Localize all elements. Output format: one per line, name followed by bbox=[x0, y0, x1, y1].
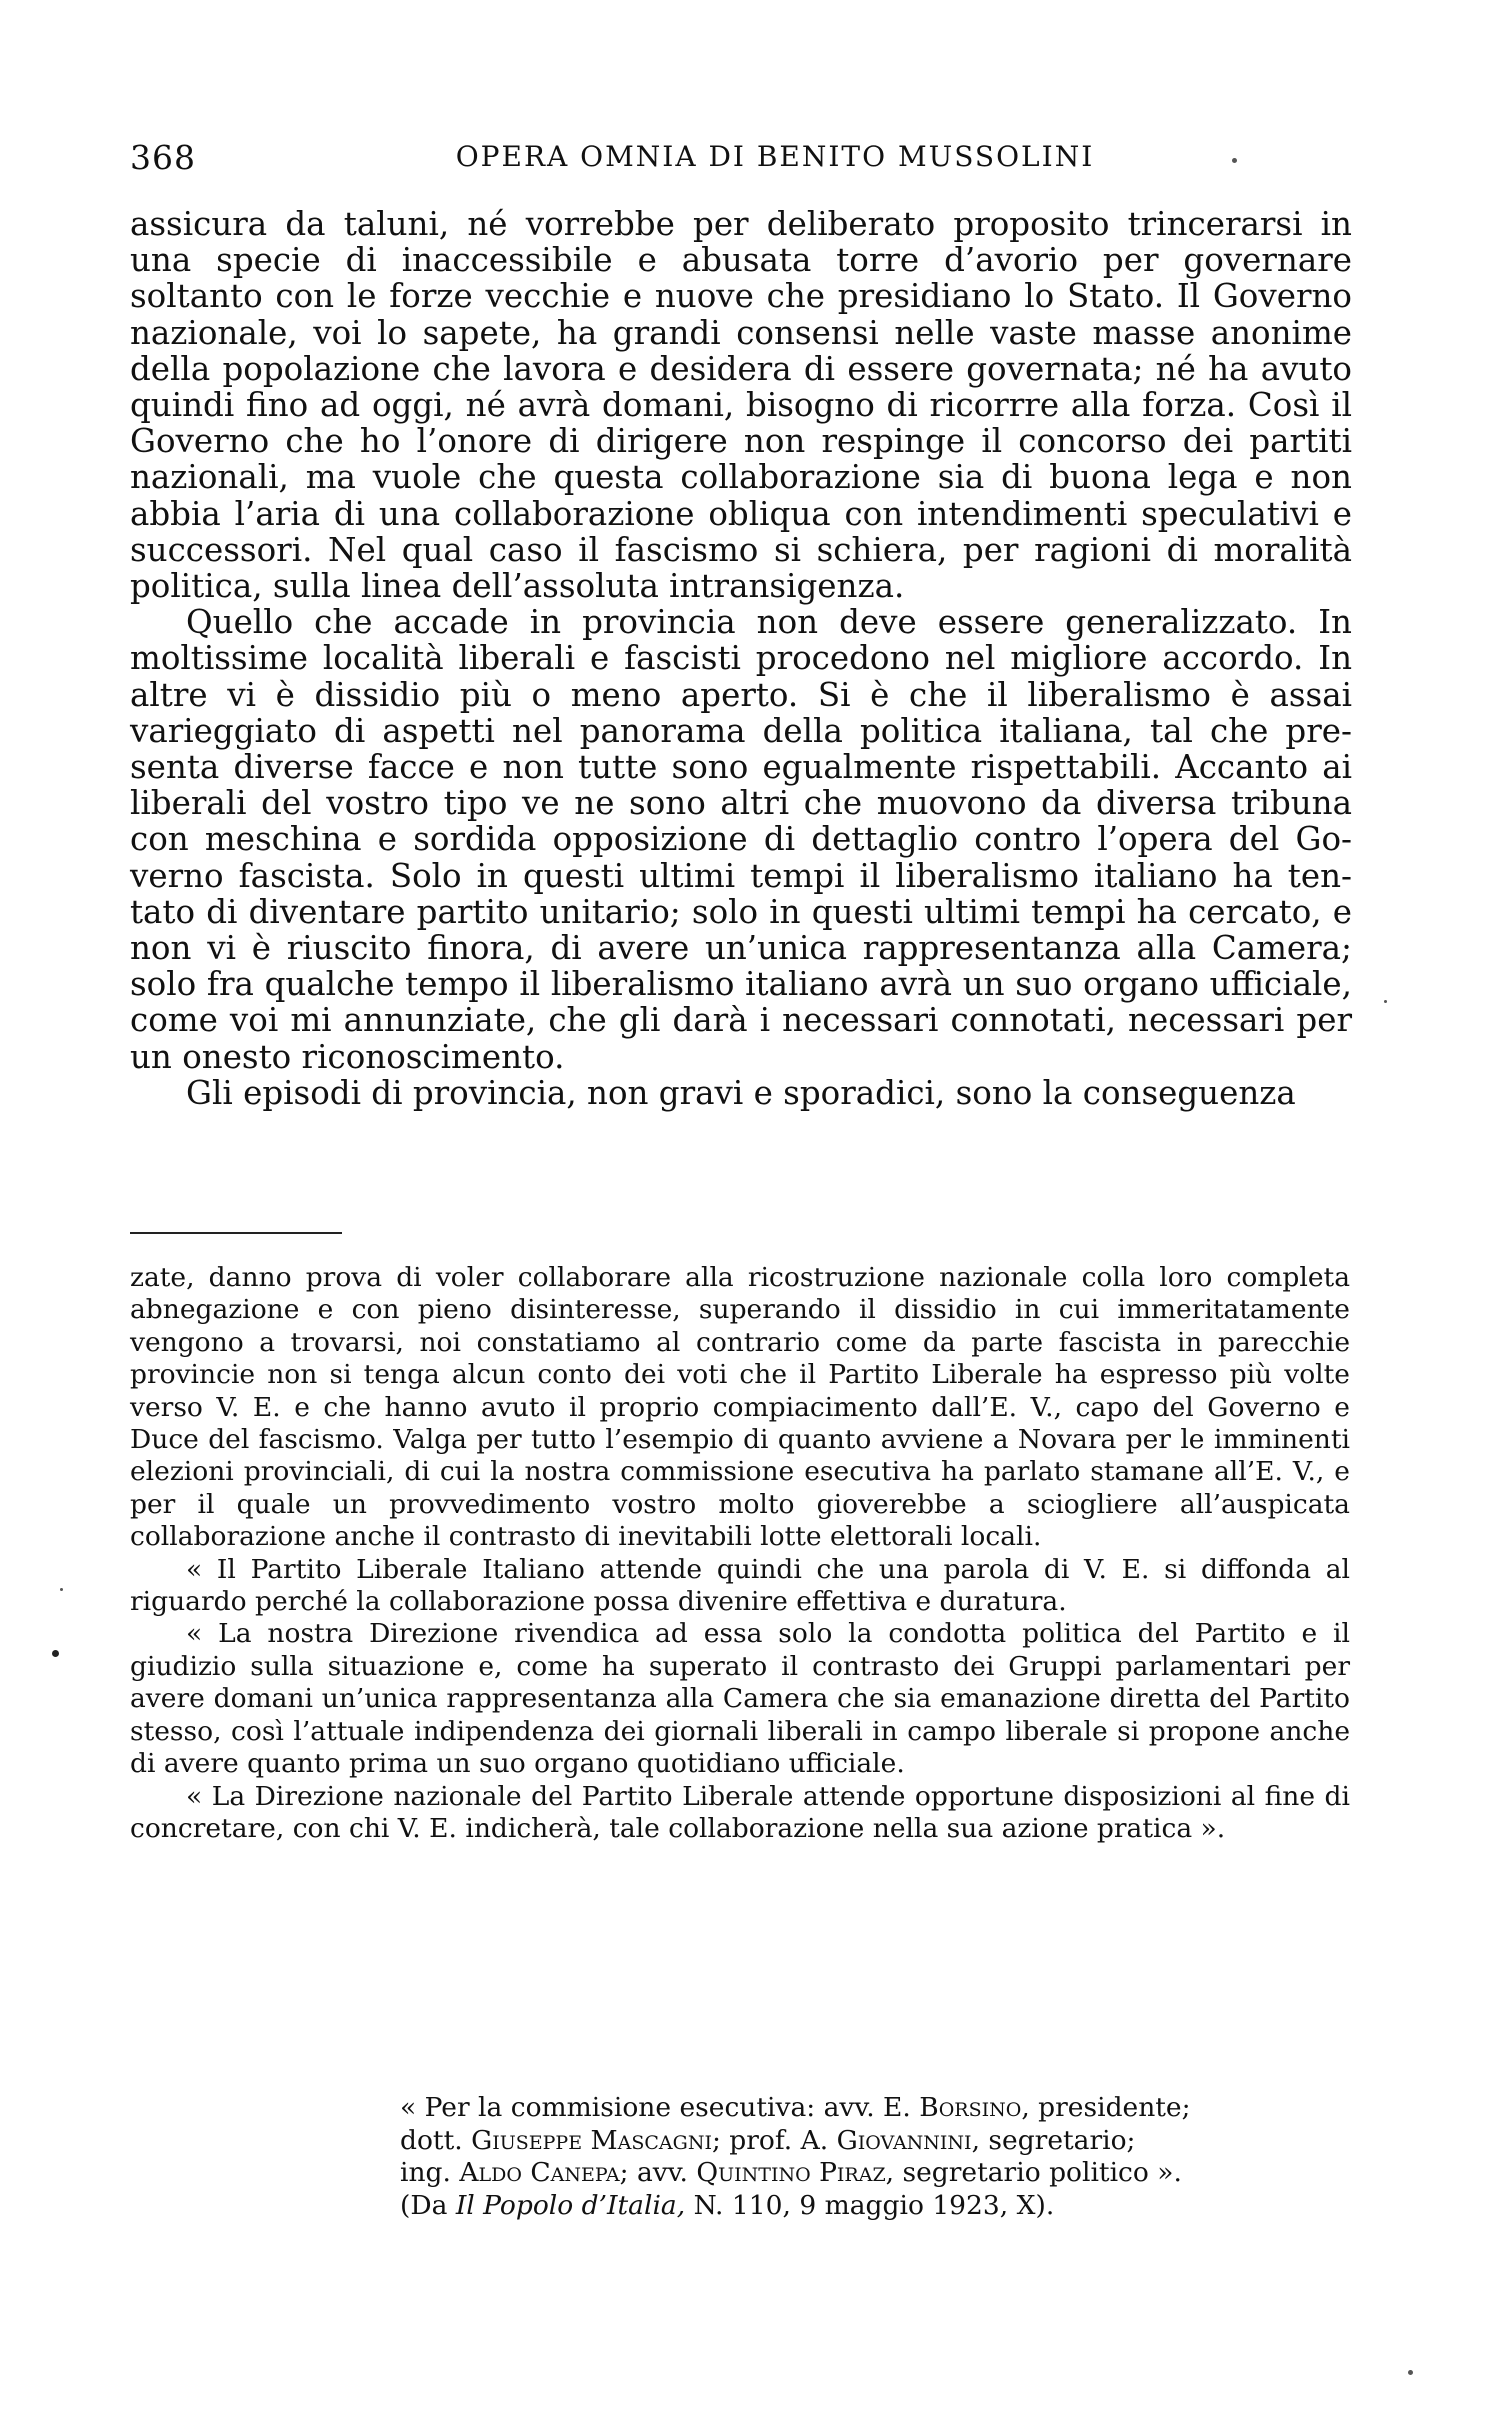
signature-line-1 bbox=[400, 2092, 1350, 2125]
signature-line-3 bbox=[400, 2157, 1350, 2190]
note-paragraph-4: « La Direzione nazionale del Partito Liberale attende opportune disposizioni al fine di concretare, con chi V. E. indicherà, tale collaborazione nella sua azione pratica ». bbox=[130, 1780, 1350, 1844]
signatory-name: Giovannini bbox=[836, 2124, 972, 2156]
scan-speck bbox=[1232, 158, 1237, 163]
footnote-separator bbox=[130, 1232, 342, 1234]
paragraph-2: Quello che accade in provincia non deve essere generalizzato. In moltissime località liberali e fascisti procedono nel migliore accordo. In altre vi è dissidio più o meno aperto. Si è che il liberalismo è assai varieggiato di aspetti nel panorama della politica italiana, tal che presenta diverse facce e non tutte sono egualmente rispettabili. Accanto ai liberali del vostro tipo ve ne sono altri che muovono da diversa tribuna con meschina e sordida opposizione di dettaglio contro l’opera del Governo fascista. Solo in questi ultimi tempi il liberalismo italiano ha tentato di diventare partito unitario; solo in questi ultimi tempi ha cercato, e non vi è riuscito finora, di avere un’unica rappresentanza alla Camera; solo fra qualche tempo il liberalismo italiano avrà un suo organo ufficiale, come voi mi annunziate, che gli darà i necessari connotati, necessari per un onesto riconoscimento. bbox=[130, 603, 1352, 1076]
signature-block bbox=[400, 2092, 1350, 2222]
note-paragraph-3: « La nostra Direzione rivendica ad essa solo la condotta politica del Partito e il giudizio sulla situazione e, come ha superato il contrasto dei Gruppi parlamentari per avere domani un’unica rappresentanza alla Camera che sia emanazione diretta del Partito stesso, così l’attuale indipendenza dei giornali liberali in campo liberale si propone anche di avere quanto prima un suo organo quotidiano ufficiale. bbox=[130, 1618, 1350, 1780]
signatory-name: Giuseppe Mascagni bbox=[471, 2124, 712, 2156]
signatory-name: Borsino bbox=[919, 2092, 1022, 2123]
signature-text: ing. bbox=[400, 2157, 460, 2189]
main-text bbox=[130, 206, 1352, 1111]
scan-speck bbox=[1384, 1000, 1387, 1003]
signatory-name: Aldo Canepa bbox=[459, 2157, 620, 2189]
signature-line-2 bbox=[400, 2125, 1350, 2158]
signature-text: dott. bbox=[400, 2124, 472, 2156]
scan-speck bbox=[60, 1588, 63, 1591]
signature-text: « Per la commisione esecutiva: avv. E. bbox=[400, 2092, 920, 2123]
paragraph-1: assicura da taluni, né vorrebbe per deliberato proposito trincerarsi in una specie di inaccessibile e abusata torre d’avorio per governare soltanto con le forze vecchie e nuove che presidiano lo Stato. Il Governo nazionale, voi lo sapete, ha grandi consensi nelle vaste masse anonime della popolazione che lavora e desidera di essere governata; né ha avuto quindi fino ad oggi, né avrà domani, bisogno di ricorrre alla forza. Così il Governo che ho l’onore di dirigere non respinge il concorso dei partiti nazionali, ma vuole che questa collaborazione sia di buona lega e non abbia l’aria di una collaborazione obliqua con intendimenti speculativi e successori. Nel qual caso il fascismo si schiera, per ragioni di moralità politica, sulla linea dell’assoluta intransigenza. bbox=[130, 205, 1352, 606]
signature-text: , segretario; bbox=[971, 2124, 1136, 2156]
page-header bbox=[130, 138, 1360, 178]
scan-speck bbox=[1408, 2370, 1413, 2375]
paragraph-3: Gli episodi di provincia, non gravi e sporadici, sono la conseguenza bbox=[186, 1073, 1296, 1112]
running-head: OPERA OMNIA DI BENITO MUSSOLINI bbox=[455, 140, 1095, 173]
page-number: 368 bbox=[130, 138, 196, 177]
signatory-name: Quintino Piraz bbox=[696, 2157, 886, 2189]
source-citation bbox=[400, 2190, 1350, 2223]
citation-text: (Da bbox=[400, 2189, 456, 2221]
footnote-text bbox=[130, 1262, 1350, 1845]
note-paragraph-1: zate, danno prova di voler collaborare alla ricostruzione nazionale colla loro completa abnegazione e con pieno disinteresse, superando il dissidio in cui immeritatamente vengono a trovarsi, noi constatiamo al contrario come da parte fascista in parecchie provincie non si tenga alcun conto dei voti che il Partito Liberale ha espresso più volte verso V. E. e che hanno avuto il proprio compiacimento dall’E. V., capo del Governo e Duce del fascismo. Valga per tutto l’esempio di quanto avviene a Novara per le imminenti elezioni provinciali, di cui la nostra commissione esecutiva ha parlato stamane all’E. V., e per il quale un provvedimento vostro molto gioverebbe a sciogliere all’auspicata collaborazione anche il contrasto di inevitabili lotte elettorali locali. bbox=[130, 1262, 1350, 1553]
note-paragraph-2: « Il Partito Liberale Italiano attende quindi che una parola di V. E. si diffonda al riguardo perché la collaborazione possa divenire effettiva e duratura. bbox=[130, 1553, 1350, 1618]
citation-text: N. 110, 9 maggio 1923, X). bbox=[685, 2189, 1055, 2221]
signature-text: , segretario politico ». bbox=[885, 2157, 1182, 2189]
newspaper-title: Il Popolo d’Italia, bbox=[455, 2189, 686, 2221]
signature-text: ; prof. A. bbox=[711, 2124, 837, 2156]
signature-text: ; avv. bbox=[619, 2157, 697, 2189]
signature-text: , presidente; bbox=[1021, 2092, 1191, 2123]
scan-speck bbox=[52, 1650, 59, 1657]
